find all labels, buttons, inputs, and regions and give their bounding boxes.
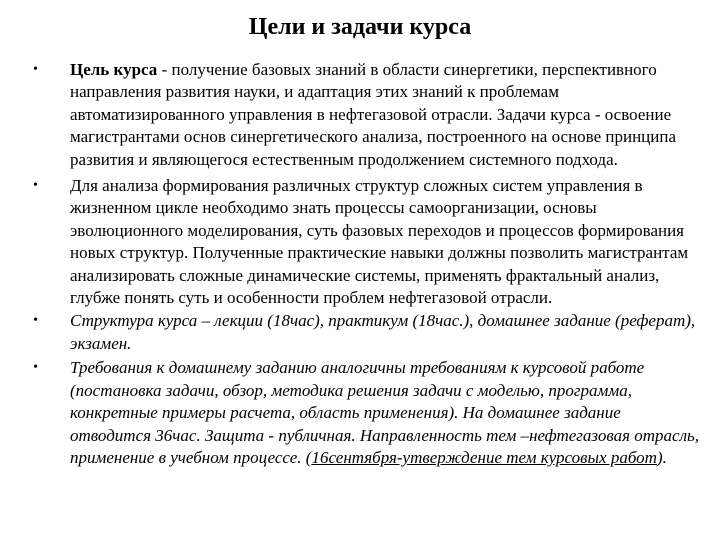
list-item-requirements: [33, 357, 705, 469]
goal-lead: Цель курса: [70, 60, 158, 79]
bullet-icon: •: [33, 178, 38, 194]
requirements-end: ).: [656, 447, 667, 467]
deadline-text: 16сентября-утверждение тем курсовых работ: [311, 447, 657, 467]
list-item-structure: [33, 310, 705, 355]
bullet-icon: •: [33, 62, 38, 77]
analysis-text: Для анализа формирования различных структур сложных систем управления в жизненном цикле необходимо знать процессы самоорганизации, основы эволюционного моделирования, суть фазовых переходов и процессов формирования новых структур. Полученные практические навыки должны позволить магистрантам анализировать сложные динамические системы, применять фрактальный анализ, глубже понять суть и особенности проблем нефтегазовой отрасли.: [70, 176, 689, 308]
list-item-goal: [33, 59, 705, 171]
bullet-list: [33, 57, 705, 469]
goal-text: - получение базовых знаний в области синергетики, перспективного направления развития науки, и адаптация этих знаний к проблемам автоматизированного управления в нефтегазовой отрасли. Задачи курса - освоение магистрантами основ синергетического анализа, построенного на основе принципа развития и являющегося естественным продолжением системного подхода.: [70, 60, 677, 169]
bullet-icon: •: [33, 313, 38, 329]
structure-text: Структура курса – лекции (18час), практикум (18час.), домашнее задание (реферат), экзамен.: [70, 311, 696, 353]
requirements-text: Требования к домашнему заданию аналогичны требованиям к курсовой работе (постановка задачи, обзор, методика решения задачи с моделью, программа, конкретные примеры расчета, область применения). На домашнее задание отводится 36час. Защита - публичная. Направленность тем –нефтегазовая отрасль, применение в учебном процессе. (: [70, 358, 699, 467]
slide-title: Цели и задачи курса: [248, 14, 472, 40]
bullet-icon: •: [33, 360, 38, 376]
list-item-analysis: [33, 175, 705, 309]
